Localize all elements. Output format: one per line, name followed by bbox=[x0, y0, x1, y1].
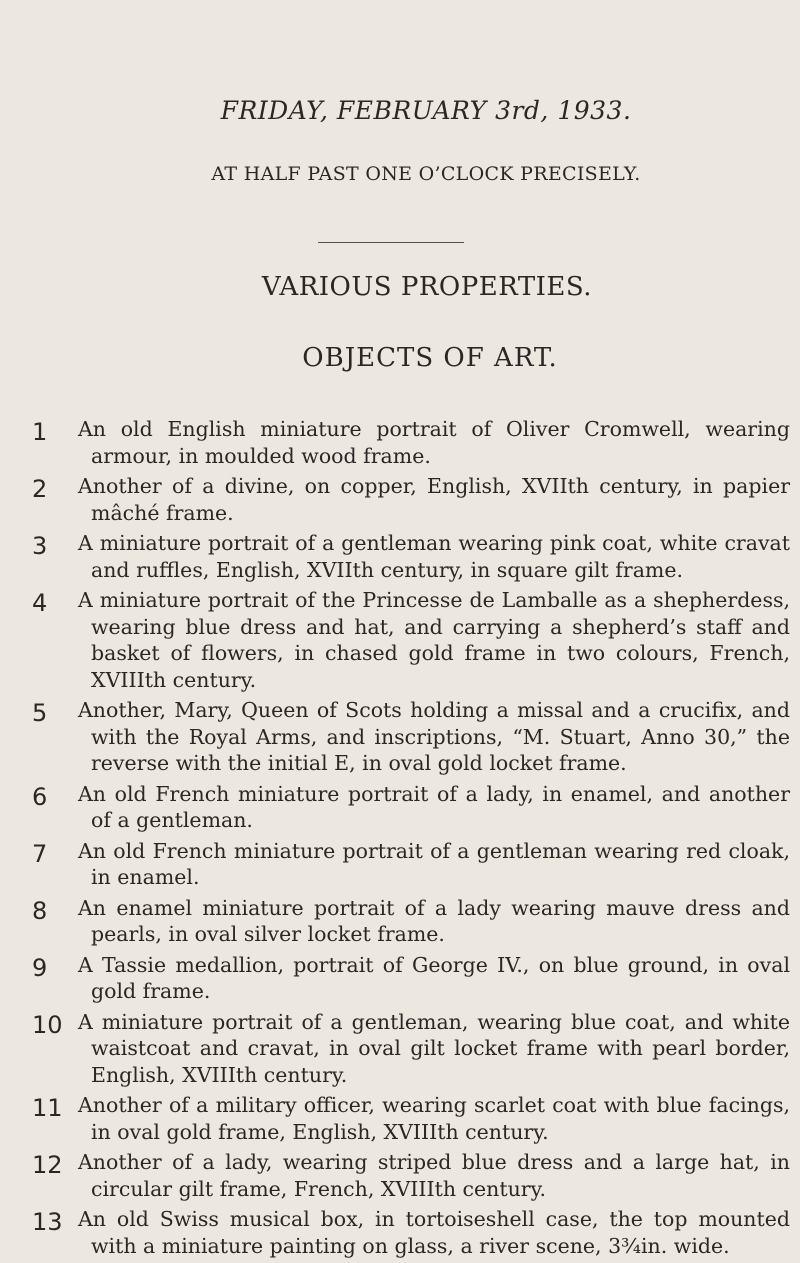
lot-number: 1 bbox=[32, 418, 48, 446]
lot-number: 9 bbox=[32, 953, 48, 982]
lot-item bbox=[0, 1206, 800, 1259]
lot-number: 4 bbox=[32, 589, 48, 617]
lot-item bbox=[0, 1149, 800, 1202]
lot-item bbox=[0, 781, 800, 834]
lot-item bbox=[0, 416, 800, 469]
lot-number: 6 bbox=[32, 782, 48, 811]
lot-number: 7 bbox=[32, 839, 48, 868]
lot-item bbox=[0, 697, 800, 777]
lot-description: An old Swiss musical box, in tortoiseshell case, the top mounted with a miniature painting on glass, a river scene, 3¾in. wide. bbox=[78, 1207, 790, 1258]
lot-number: 10 bbox=[32, 1010, 63, 1039]
lot-description: Another of a military officer, wearing scarlet coat with blue facings, in oval gold frame, English, XVIIIth century. bbox=[78, 1093, 790, 1144]
lot-number: 13 bbox=[32, 1208, 63, 1236]
lot-description: Another of a lady, wearing striped blue dress and a large hat, in circular gilt frame, French, XVIIIth century. bbox=[78, 1150, 790, 1201]
lot-item bbox=[0, 587, 800, 693]
sale-time: AT HALF PAST ONE O’CLOCK PRECISELY. bbox=[211, 163, 641, 185]
lot-item bbox=[0, 1092, 800, 1145]
lot-item bbox=[0, 473, 800, 526]
lot-item bbox=[0, 1009, 800, 1089]
lot-item bbox=[0, 530, 800, 583]
lot-description: Another of a divine, on copper, English, XVIIth century, in papier mâché frame. bbox=[78, 474, 790, 525]
lot-item bbox=[0, 838, 800, 891]
lot-list bbox=[0, 416, 800, 1263]
lot-number: 12 bbox=[32, 1151, 63, 1179]
lot-description: A Tassie medallion, portrait of George IV., on blue ground, in oval gold frame. bbox=[78, 952, 790, 1003]
lot-number: 8 bbox=[32, 896, 48, 925]
lot-description: An old English miniature portrait of Oliver Cromwell, wearing armour, in moulded wood frame. bbox=[78, 417, 790, 468]
lot-number: 3 bbox=[32, 532, 48, 560]
lot-description: An enamel miniature portrait of a lady wearing mauve dress and pearls, in oval silver locket frame. bbox=[78, 895, 790, 946]
lot-number: 2 bbox=[32, 475, 48, 503]
lot-number: 5 bbox=[32, 699, 48, 727]
lot-item bbox=[0, 895, 800, 948]
lot-description: An old French miniature portrait of a lady, in enamel, and another of a gentleman. bbox=[78, 781, 790, 832]
lot-description: An old French miniature portrait of a gentleman wearing red cloak, in enamel. bbox=[78, 838, 790, 889]
divider bbox=[318, 242, 464, 243]
lot-description: Another, Mary, Queen of Scots holding a missal and a crucifix, and with the Royal Arms, and inscriptions, “M. Stuart, Anno 30,” the reverse with the initial E, in oval gold locket frame. bbox=[78, 698, 790, 775]
lot-description: A miniature portrait of a gentleman, wearing blue coat, and white waistcoat and cravat, in oval gilt locket frame with pearl border, English, XVIIIth century. bbox=[78, 1009, 790, 1087]
lot-description: A miniature portrait of the Princesse de Lamballe as a shepherdess, wearing blue dress and hat, and carrying a shepherd’s staff and basket of flowers, in chased gold frame in two colours, French, XVIIIth century. bbox=[78, 588, 790, 692]
sale-date: FRIDAY, FEBRUARY 3rd, 1933. bbox=[220, 96, 632, 125]
lot-item bbox=[0, 952, 800, 1005]
section-subtitle: OBJECTS OF ART. bbox=[302, 343, 558, 373]
lot-description: A miniature portrait of a gentleman wearing pink coat, white cravat and ruffles, English, XVIIth century, in square gilt frame. bbox=[78, 531, 790, 582]
section-title: VARIOUS PROPERTIES. bbox=[261, 272, 593, 302]
lot-number: 11 bbox=[32, 1094, 63, 1122]
